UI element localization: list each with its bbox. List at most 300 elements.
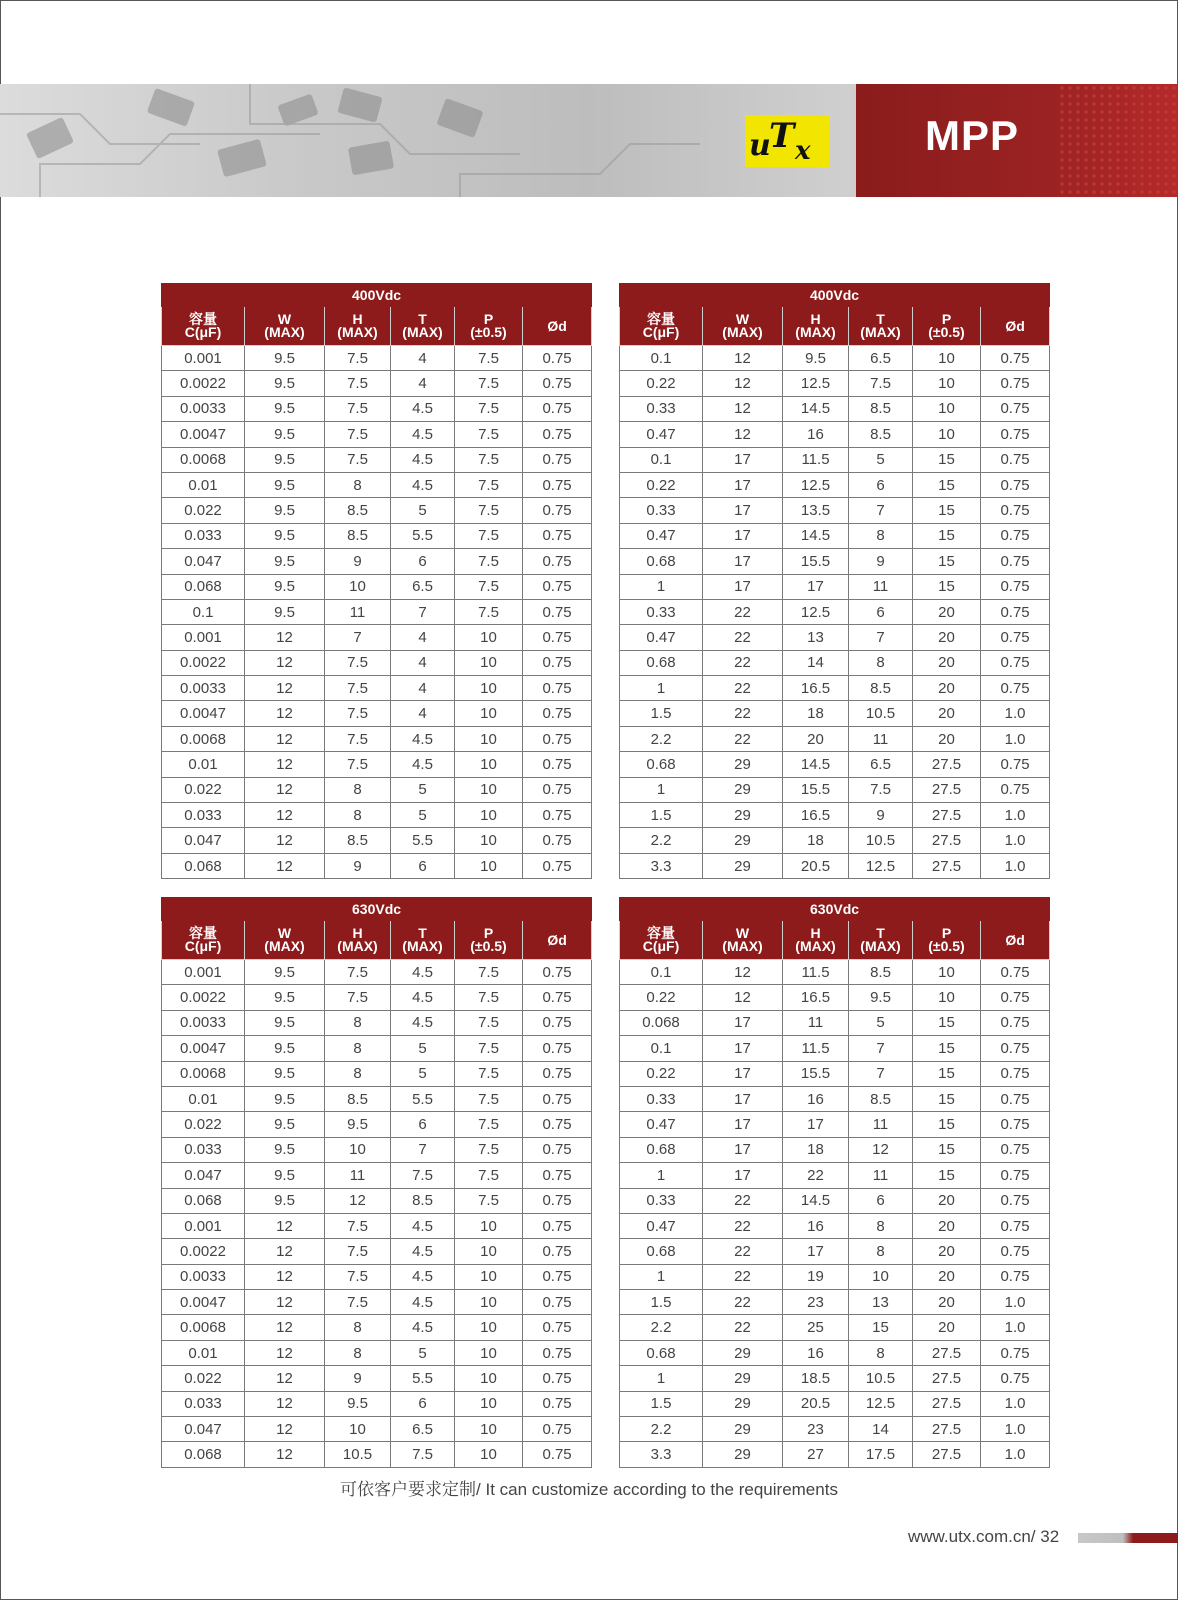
table-cell: 0.75 [523, 1442, 592, 1467]
table-cell: 29 [703, 777, 783, 802]
table-cell: 9.5 [245, 371, 325, 396]
table-cell: 5.5 [391, 1086, 455, 1111]
table-cell: 5 [849, 447, 913, 472]
table-cell: 7.5 [325, 396, 391, 421]
column-header: T (MAX) [849, 921, 913, 960]
table-cell: 0.0033 [162, 396, 245, 421]
table-cell: 1.5 [620, 1290, 703, 1315]
table-cell: 9.5 [245, 1036, 325, 1061]
table-cell: 0.75 [981, 371, 1050, 396]
table-cell: 0.75 [523, 1340, 592, 1365]
table-cell: 4.5 [391, 1213, 455, 1238]
table-cell: 12 [703, 346, 783, 371]
table-row [162, 447, 592, 472]
table-row [620, 1366, 1050, 1391]
table-row [162, 549, 592, 574]
table-cell: 6 [391, 549, 455, 574]
table-cell: 22 [703, 650, 783, 675]
table-row [620, 960, 1050, 985]
table-cell: 0.75 [523, 371, 592, 396]
table-cell: 9.5 [245, 1188, 325, 1213]
halftone-dots [1058, 84, 1178, 197]
table-cell: 7.5 [455, 1010, 523, 1035]
table-cell: 12 [245, 1239, 325, 1264]
table-cell: 9.5 [245, 574, 325, 599]
table-cell: 18 [783, 1137, 849, 1162]
table-cell: 0.068 [162, 1442, 245, 1467]
table-cell: 0.0022 [162, 1239, 245, 1264]
table-cell: 22 [703, 625, 783, 650]
table-cell: 10 [325, 1417, 391, 1442]
table-cell: 9.5 [245, 346, 325, 371]
table-row [620, 599, 1050, 624]
table-cell: 27.5 [913, 1417, 981, 1442]
table-cell: 10.5 [849, 701, 913, 726]
table-cell: 0.75 [981, 777, 1050, 802]
table-cell: 12 [245, 1290, 325, 1315]
table-cell: 8 [325, 777, 391, 802]
table-cell: 0.75 [523, 752, 592, 777]
table-cell: 18 [783, 701, 849, 726]
table-cell: 0.75 [981, 1061, 1050, 1086]
footer-url[interactable]: www.utx.com.cn/ 32 [908, 1527, 1060, 1546]
table-row [620, 803, 1050, 828]
table-cell: 7.5 [455, 599, 523, 624]
table-row [620, 1315, 1050, 1340]
table-cell: 14.5 [783, 1188, 849, 1213]
table-cell: 10 [849, 1264, 913, 1289]
table-cell: 0.022 [162, 777, 245, 802]
column-header: Ød [981, 307, 1050, 346]
table-cell: 0.01 [162, 1086, 245, 1111]
table-cell: 12 [245, 853, 325, 878]
table-cell: 7.5 [325, 1239, 391, 1264]
table-cell: 9.5 [245, 447, 325, 472]
spec-table-630vdc-small [161, 897, 592, 1468]
table-cell: 17 [703, 549, 783, 574]
table-cell: 1.0 [981, 1417, 1050, 1442]
table-cell: 2.2 [620, 828, 703, 853]
table-row [162, 1061, 592, 1086]
table-cell: 0.75 [523, 676, 592, 701]
table-cell: 27 [783, 1442, 849, 1467]
table-row [162, 1442, 592, 1467]
table-cell: 4.5 [391, 752, 455, 777]
table-cell: 0.33 [620, 599, 703, 624]
footer-bar [1078, 1533, 1178, 1543]
table-cell: 18.5 [783, 1366, 849, 1391]
table-row [162, 1417, 592, 1442]
table-cell: 0.0047 [162, 701, 245, 726]
table-cell: 7.5 [455, 1036, 523, 1061]
table-cell: 7.5 [325, 1213, 391, 1238]
table-cell: 0.33 [620, 1188, 703, 1213]
table-cell: 1 [620, 574, 703, 599]
table-cell: 6 [391, 1391, 455, 1416]
table-cell: 0.047 [162, 1417, 245, 1442]
table-row [620, 1290, 1050, 1315]
table-cell: 9.5 [245, 1086, 325, 1111]
table-cell: 13.5 [783, 498, 849, 523]
table-cell: 0.75 [981, 1188, 1050, 1213]
table-cell: 12 [245, 1340, 325, 1365]
table-cell: 1.5 [620, 1391, 703, 1416]
table-cell: 17 [703, 1010, 783, 1035]
table-cell: 22 [703, 1239, 783, 1264]
table-row [162, 1340, 592, 1365]
table-row [620, 1391, 1050, 1416]
table-row [162, 777, 592, 802]
table-cell: 8 [849, 523, 913, 548]
table-cell: 22 [703, 1264, 783, 1289]
table-cell: 12 [245, 1315, 325, 1340]
table-cell: 6 [391, 853, 455, 878]
table-cell: 7.5 [325, 676, 391, 701]
table-cell: 6.5 [391, 574, 455, 599]
table-cell: 12.5 [783, 599, 849, 624]
table-cell: 0.75 [523, 472, 592, 497]
table-cell: 11 [783, 1010, 849, 1035]
table-cell: 12 [245, 1213, 325, 1238]
spec-table-630vdc-large [619, 897, 1050, 1468]
table-cell: 17 [703, 1112, 783, 1137]
voltage-header: 630Vdc [620, 898, 1050, 921]
table-row [162, 1112, 592, 1137]
table-row [620, 1010, 1050, 1035]
table-cell: 0.22 [620, 1061, 703, 1086]
table-cell: 8 [325, 1315, 391, 1340]
table-cell: 0.0047 [162, 1036, 245, 1061]
table-row [620, 574, 1050, 599]
table-cell: 5.5 [391, 523, 455, 548]
table-cell: 6 [849, 599, 913, 624]
column-header: T (MAX) [849, 307, 913, 346]
table-cell: 0.75 [523, 1188, 592, 1213]
table-row [620, 701, 1050, 726]
table-cell: 7.5 [455, 371, 523, 396]
table-cell: 22 [703, 599, 783, 624]
table-cell: 0.75 [981, 1010, 1050, 1035]
table-cell: 15 [913, 1061, 981, 1086]
spec-table-400vdc-small [161, 283, 592, 879]
table-cell: 8 [325, 1010, 391, 1035]
svg-text:T: T [769, 116, 795, 156]
table-cell: 14 [783, 650, 849, 675]
table-cell: 17.5 [849, 1442, 913, 1467]
table-cell: 8.5 [849, 396, 913, 421]
table-cell: 27.5 [913, 752, 981, 777]
table-cell: 27.5 [913, 1340, 981, 1365]
table-cell: 0.0047 [162, 422, 245, 447]
table-row [620, 1163, 1050, 1188]
table-cell: 0.1 [162, 599, 245, 624]
table-cell: 9.5 [245, 472, 325, 497]
table-cell: 1.0 [981, 828, 1050, 853]
table-cell: 0.068 [620, 1010, 703, 1035]
table-cell: 20.5 [783, 853, 849, 878]
table-row [620, 853, 1050, 878]
table-row [162, 960, 592, 985]
table-cell: 10 [455, 676, 523, 701]
table-cell: 15.5 [783, 1061, 849, 1086]
table-cell: 12.5 [783, 472, 849, 497]
table-cell: 8 [849, 1213, 913, 1238]
column-header: P (±0.5) [455, 921, 523, 960]
table-cell: 17 [703, 1163, 783, 1188]
table-cell: 12 [703, 396, 783, 421]
column-header: P (±0.5) [913, 921, 981, 960]
table-cell: 0.033 [162, 523, 245, 548]
table-cell: 1.0 [981, 853, 1050, 878]
table-cell: 0.75 [523, 1086, 592, 1111]
table-cell: 3.3 [620, 853, 703, 878]
table-cell: 4.5 [391, 1239, 455, 1264]
table-cell: 0.75 [981, 447, 1050, 472]
table-cell: 12 [703, 960, 783, 985]
table-cell: 22 [703, 676, 783, 701]
table-cell: 5 [391, 1061, 455, 1086]
table-cell: 1 [620, 1264, 703, 1289]
customization-note: 可依客户要求定制/ It can customize according to the requirements [340, 1480, 838, 1499]
table-row [620, 1239, 1050, 1264]
table-row [620, 1137, 1050, 1162]
table-cell: 13 [783, 625, 849, 650]
table-cell: 0.033 [162, 803, 245, 828]
table-cell: 17 [703, 523, 783, 548]
table-cell: 15 [913, 1036, 981, 1061]
table-cell: 15 [913, 523, 981, 548]
logo-mark [745, 115, 829, 167]
table-cell: 9.5 [245, 960, 325, 985]
table-row [620, 1264, 1050, 1289]
table-cell: 1.5 [620, 701, 703, 726]
table-cell: 10 [455, 1315, 523, 1340]
table-row [620, 1340, 1050, 1365]
table-cell: 10 [455, 1239, 523, 1264]
table-cell: 0.068 [162, 853, 245, 878]
table-cell: 8 [325, 1061, 391, 1086]
table-cell: 7 [849, 625, 913, 650]
table-cell: 27.5 [913, 1442, 981, 1467]
table-cell: 0.75 [981, 1112, 1050, 1137]
table-cell: 5 [849, 1010, 913, 1035]
table-cell: 29 [703, 803, 783, 828]
table-cell: 10 [455, 625, 523, 650]
table-cell: 0.75 [523, 1417, 592, 1442]
table-cell: 0.001 [162, 960, 245, 985]
table-cell: 0.33 [620, 498, 703, 523]
table-row [620, 523, 1050, 548]
table-cell: 10 [455, 1290, 523, 1315]
table-cell: 10 [455, 777, 523, 802]
column-header: W (MAX) [245, 921, 325, 960]
table-cell: 1.0 [981, 1290, 1050, 1315]
table-cell: 0.47 [620, 523, 703, 548]
table-cell: 7.5 [455, 960, 523, 985]
table-cell: 1.0 [981, 1442, 1050, 1467]
table-cell: 23 [783, 1417, 849, 1442]
spec-table-400vdc-large [619, 283, 1050, 879]
table-row [162, 1086, 592, 1111]
table-cell: 0.047 [162, 549, 245, 574]
table-cell: 0.033 [162, 1391, 245, 1416]
table-cell: 0.0033 [162, 1010, 245, 1035]
circuit-board-image [0, 84, 860, 197]
voltage-header: 400Vdc [162, 284, 592, 307]
table-cell: 15 [913, 1137, 981, 1162]
table-cell: 16.5 [783, 803, 849, 828]
table-cell: 0.75 [981, 396, 1050, 421]
table-cell: 12 [703, 371, 783, 396]
table-cell: 0.75 [523, 1366, 592, 1391]
table-row [620, 1417, 1050, 1442]
table-cell: 12 [245, 676, 325, 701]
table-row [162, 625, 592, 650]
table-cell: 0.75 [523, 960, 592, 985]
table-cell: 0.0022 [162, 650, 245, 675]
table-cell: 0.75 [981, 472, 1050, 497]
table-cell: 0.75 [523, 701, 592, 726]
table-row [162, 1163, 592, 1188]
table-cell: 0.75 [523, 650, 592, 675]
table-cell: 7 [391, 599, 455, 624]
table-cell: 0.75 [523, 549, 592, 574]
table-cell: 0.75 [981, 960, 1050, 985]
table-cell: 0.1 [620, 1036, 703, 1061]
table-cell: 4.5 [391, 447, 455, 472]
table-cell: 15 [913, 472, 981, 497]
table-cell: 20 [913, 1213, 981, 1238]
table-cell: 0.75 [981, 752, 1050, 777]
table-cell: 0.33 [620, 1086, 703, 1111]
table-cell: 0.68 [620, 1239, 703, 1264]
table-cell: 4.5 [391, 726, 455, 751]
table-cell: 12 [245, 1442, 325, 1467]
voltage-header: 400Vdc [620, 284, 1050, 307]
table-cell: 0.75 [981, 1340, 1050, 1365]
table-cell: 20 [913, 1188, 981, 1213]
table-cell: 17 [783, 1239, 849, 1264]
table-cell: 10 [455, 803, 523, 828]
table-cell: 9.5 [245, 1061, 325, 1086]
table-cell: 22 [703, 1188, 783, 1213]
table-row [162, 726, 592, 751]
column-header: W (MAX) [703, 307, 783, 346]
table-cell: 17 [703, 1061, 783, 1086]
table-cell: 4.5 [391, 1264, 455, 1289]
table-row [620, 371, 1050, 396]
table-cell: 0.22 [620, 472, 703, 497]
table-cell: 27.5 [913, 803, 981, 828]
table-cell: 10 [455, 1264, 523, 1289]
table-cell: 0.001 [162, 346, 245, 371]
table-cell: 10 [913, 985, 981, 1010]
table-cell: 15.5 [783, 777, 849, 802]
table-cell: 18 [783, 828, 849, 853]
table-cell: 12 [245, 1391, 325, 1416]
table-cell: 8 [325, 472, 391, 497]
table-cell: 10 [455, 1391, 523, 1416]
table-cell: 7.5 [455, 1061, 523, 1086]
table-cell: 1 [620, 1366, 703, 1391]
table-cell: 29 [703, 1391, 783, 1416]
table-cell: 0.75 [981, 498, 1050, 523]
table-cell: 0.068 [162, 574, 245, 599]
table-cell: 4 [391, 625, 455, 650]
table-row [162, 523, 592, 548]
table-cell: 7.5 [455, 574, 523, 599]
column-header: H (MAX) [325, 921, 391, 960]
table-cell: 17 [783, 1112, 849, 1137]
table-row [162, 1315, 592, 1340]
table-cell: 22 [783, 1163, 849, 1188]
table-cell: 10 [325, 1137, 391, 1162]
table-cell: 0.75 [523, 599, 592, 624]
table-cell: 0.0047 [162, 1290, 245, 1315]
table-cell: 0.75 [523, 574, 592, 599]
table-row [620, 650, 1050, 675]
table-cell: 0.75 [981, 549, 1050, 574]
table-cell: 16 [783, 1213, 849, 1238]
column-header: T (MAX) [391, 307, 455, 346]
table-cell: 8.5 [391, 1188, 455, 1213]
table-cell: 4.5 [391, 422, 455, 447]
table-cell: 0.75 [523, 853, 592, 878]
table-cell: 4.5 [391, 985, 455, 1010]
table-cell: 0.75 [523, 498, 592, 523]
table-cell: 0.47 [620, 1213, 703, 1238]
table-cell: 0.022 [162, 498, 245, 523]
svg-text:x: x [795, 136, 811, 166]
table-cell: 0.75 [523, 1264, 592, 1289]
table-cell: 0.047 [162, 1163, 245, 1188]
table-cell: 7.5 [455, 422, 523, 447]
table-cell: 10 [913, 371, 981, 396]
table-cell: 12.5 [849, 1391, 913, 1416]
table-cell: 10 [455, 1442, 523, 1467]
table-cell: 20 [913, 625, 981, 650]
table-row [162, 599, 592, 624]
table-cell: 9.5 [245, 498, 325, 523]
table-cell: 7.5 [325, 346, 391, 371]
table-cell: 8.5 [849, 676, 913, 701]
table-cell: 11.5 [783, 1036, 849, 1061]
table-cell: 8 [325, 1340, 391, 1365]
voltage-header: 630Vdc [162, 898, 592, 921]
table-row [620, 472, 1050, 497]
table-cell: 16.5 [783, 676, 849, 701]
table-row [620, 985, 1050, 1010]
table-cell: 0.75 [523, 726, 592, 751]
table-row [620, 498, 1050, 523]
table-cell: 11 [849, 1163, 913, 1188]
column-header: P (±0.5) [455, 307, 523, 346]
table-cell: 15 [913, 1112, 981, 1137]
table-row [162, 472, 592, 497]
table-row [162, 422, 592, 447]
table-cell: 0.022 [162, 1366, 245, 1391]
table-cell: 0.0033 [162, 676, 245, 701]
column-header: 容量 C(μF) [162, 307, 245, 346]
table-cell: 10 [913, 346, 981, 371]
table-row [620, 422, 1050, 447]
utx-logo [745, 115, 829, 167]
table-cell: 17 [703, 472, 783, 497]
table-cell: 27.5 [913, 777, 981, 802]
table-cell: 15 [913, 1086, 981, 1111]
table-cell: 0.68 [620, 752, 703, 777]
table-cell: 29 [703, 752, 783, 777]
